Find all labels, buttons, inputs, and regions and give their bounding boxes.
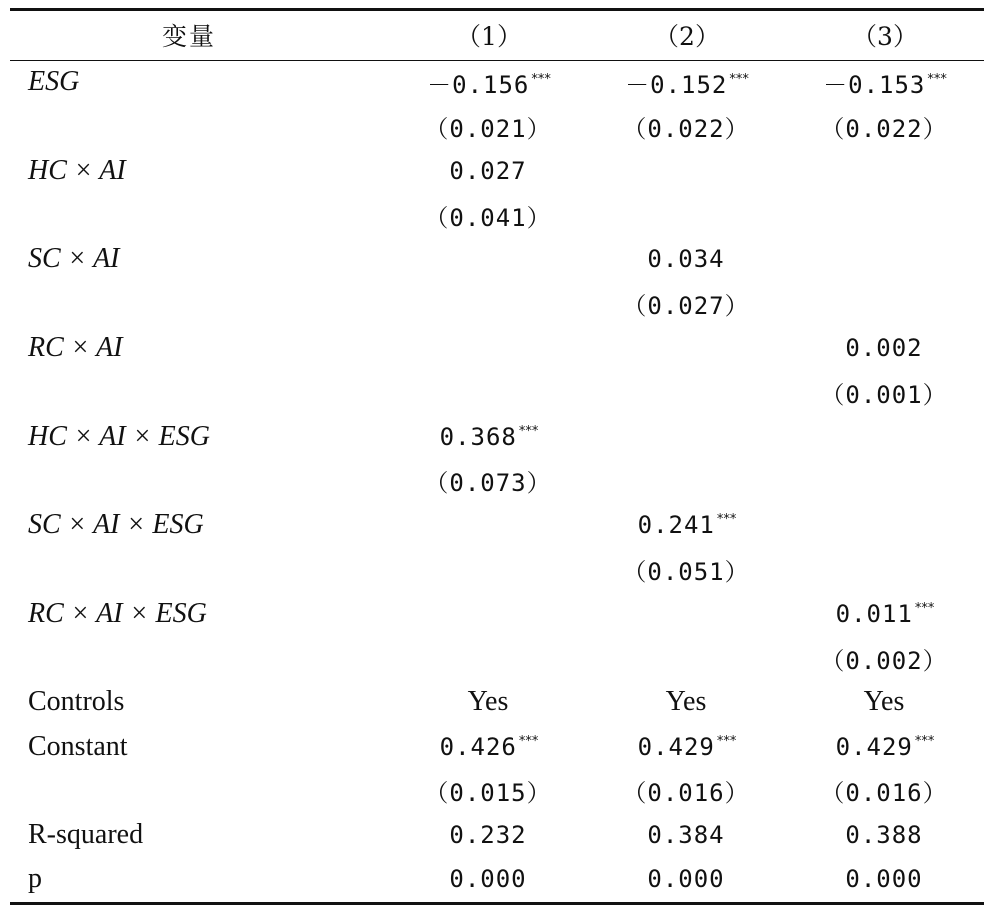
cell-col-1	[390, 857, 588, 901]
cell-value: （0.073）	[424, 469, 552, 498]
cell-col-2	[588, 769, 786, 813]
cell-col-1	[390, 149, 588, 193]
cell-value-wrap	[488, 600, 490, 628]
table-row	[10, 370, 984, 414]
cell-col-3	[786, 813, 984, 857]
row-label: HC × AI	[28, 154, 126, 186]
cell-value-wrap	[820, 773, 949, 808]
row-label	[10, 281, 390, 325]
row-label	[10, 370, 390, 414]
table-row	[10, 636, 984, 680]
results-table	[10, 11, 984, 902]
significance-stars: ***	[716, 512, 737, 528]
cell-value-wrap	[845, 821, 924, 849]
cell-value: 0.000	[845, 865, 923, 894]
cell-value-wrap	[884, 555, 886, 583]
row-label: RC × AI	[28, 331, 123, 363]
cell-value-wrap	[686, 600, 688, 628]
cell-col-1	[390, 459, 588, 503]
cell-value-wrap	[884, 423, 886, 451]
cell-value-wrap	[864, 686, 907, 718]
cell-col-2	[588, 281, 786, 325]
cell-value: （0.041）	[424, 203, 552, 232]
cell-value-wrap	[647, 245, 726, 273]
cell-col-1	[390, 813, 588, 857]
table-row	[10, 857, 984, 901]
cell-col-3	[786, 104, 984, 148]
table-row	[10, 459, 984, 503]
cell-value: 0.000	[449, 865, 527, 894]
cell-value-wrap	[625, 65, 749, 100]
significance-stars: ***	[729, 71, 749, 87]
header-col-1: （1）	[456, 22, 522, 52]
row-label	[10, 547, 390, 591]
cell-value-wrap	[884, 467, 886, 495]
cell-col-1	[390, 414, 588, 458]
cell-col-3	[786, 193, 984, 237]
cell-col-1	[390, 104, 588, 148]
cell-col-2	[588, 414, 786, 458]
cell-col-3	[786, 414, 984, 458]
cell-col-2	[588, 813, 786, 857]
cell-value-wrap	[449, 865, 528, 893]
cell-value-wrap	[845, 334, 924, 362]
table-row	[10, 724, 984, 768]
cell-col-3	[786, 60, 984, 104]
row-label	[10, 636, 390, 680]
cell-value-wrap	[440, 423, 539, 451]
cell-col-1	[390, 326, 588, 370]
cell-value: （0.022）	[622, 114, 750, 143]
cell-col-3	[786, 680, 984, 724]
cell-value-wrap	[836, 733, 935, 761]
cell-value-wrap	[468, 686, 511, 718]
cell-value: 0.027	[449, 156, 527, 185]
cell-col-1	[390, 636, 588, 680]
cell-value: －0.153	[823, 70, 926, 99]
cell-value-wrap	[884, 511, 886, 539]
cell-value-wrap	[638, 511, 737, 539]
cell-value-wrap	[488, 555, 490, 583]
cell-value-wrap	[488, 644, 490, 672]
regression-table	[10, 8, 984, 905]
cell-value: 0.011	[835, 599, 913, 628]
cell-value: 0.429	[835, 732, 913, 761]
cell-col-1	[390, 680, 588, 724]
table-row	[10, 592, 984, 636]
cell-value-wrap	[823, 65, 947, 100]
cell-col-1	[390, 724, 588, 768]
table-row	[10, 414, 984, 458]
cell-col-2	[588, 592, 786, 636]
table-row	[10, 503, 984, 547]
cell-value-wrap	[836, 600, 935, 628]
table-row	[10, 326, 984, 370]
cell-value: 0.368	[439, 422, 517, 451]
cell-value-wrap	[666, 686, 709, 718]
cell-value-wrap	[488, 511, 490, 539]
row-label	[10, 459, 390, 503]
cell-value-wrap	[820, 641, 949, 676]
cell-col-3	[786, 149, 984, 193]
header-variable: 变量	[162, 22, 217, 52]
cell-value-wrap	[440, 733, 539, 761]
table-row	[10, 281, 984, 325]
cell-col-3	[786, 769, 984, 813]
table-row	[10, 813, 984, 857]
cell-col-1	[390, 370, 588, 414]
cell-value-wrap	[686, 334, 688, 362]
cell-value-wrap	[820, 375, 949, 410]
cell-col-3	[786, 237, 984, 281]
cell-col-2	[588, 459, 786, 503]
cell-col-2	[588, 503, 786, 547]
cell-col-3	[786, 636, 984, 680]
cell-value: 0.002	[845, 333, 923, 362]
cell-value: 0.426	[439, 732, 517, 761]
cell-value-wrap	[686, 378, 688, 406]
cell-value: （0.016）	[820, 779, 948, 808]
table-body	[10, 60, 984, 902]
cell-col-2	[588, 237, 786, 281]
cell-value: 0.384	[647, 821, 725, 850]
cell-value-wrap	[622, 773, 751, 808]
table-row	[10, 60, 984, 104]
cell-value: Yes	[467, 686, 509, 718]
row-label: R-squared	[28, 819, 144, 851]
cell-col-1	[390, 281, 588, 325]
cell-value-wrap	[622, 552, 751, 587]
bottom-rule	[10, 902, 984, 905]
table-row	[10, 680, 984, 724]
cell-value: －0.152	[625, 70, 728, 99]
cell-value-wrap	[686, 644, 688, 672]
cell-col-1	[390, 503, 588, 547]
cell-value-wrap	[427, 65, 551, 100]
cell-value: （0.027）	[622, 292, 750, 321]
cell-value: （0.001）	[820, 380, 948, 409]
row-label: p	[28, 863, 42, 895]
cell-value-wrap	[686, 467, 688, 495]
cell-col-2	[588, 60, 786, 104]
significance-stars: ***	[518, 423, 539, 439]
cell-value-wrap	[884, 157, 886, 185]
cell-value-wrap	[622, 286, 751, 321]
cell-value-wrap	[424, 773, 553, 808]
cell-col-1	[390, 193, 588, 237]
row-label: Controls	[28, 686, 125, 718]
cell-value-wrap	[488, 290, 490, 318]
cell-col-1	[390, 592, 588, 636]
header-col-2: （2）	[654, 22, 720, 52]
cell-value-wrap	[622, 109, 751, 144]
cell-value: （0.022）	[820, 114, 948, 143]
cell-col-2	[588, 724, 786, 768]
cell-value: Yes	[863, 686, 905, 718]
cell-col-1	[390, 769, 588, 813]
row-label: SC × AI × ESG	[28, 509, 204, 541]
significance-stars: ***	[914, 733, 935, 749]
header-col-3: （3）	[852, 22, 918, 52]
cell-value: （0.015）	[424, 779, 552, 808]
row-label	[10, 769, 390, 813]
cell-value-wrap	[686, 423, 688, 451]
cell-value: －0.156	[427, 70, 530, 99]
cell-value-wrap	[647, 865, 726, 893]
table-row	[10, 769, 984, 813]
cell-col-3	[786, 724, 984, 768]
cell-col-3	[786, 459, 984, 503]
cell-col-2	[588, 680, 786, 724]
cell-value: （0.021）	[424, 114, 552, 143]
cell-value-wrap	[424, 109, 553, 144]
cell-value-wrap	[424, 198, 553, 233]
cell-col-3	[786, 370, 984, 414]
significance-stars: ***	[531, 71, 551, 87]
table-row	[10, 193, 984, 237]
table-row	[10, 149, 984, 193]
table-row	[10, 547, 984, 591]
significance-stars: ***	[927, 71, 947, 87]
cell-col-3	[786, 592, 984, 636]
cell-col-2	[588, 370, 786, 414]
cell-value-wrap	[884, 201, 886, 229]
cell-value-wrap	[647, 821, 726, 849]
cell-value: （0.016）	[622, 779, 750, 808]
cell-col-2	[588, 149, 786, 193]
row-label: HC × AI × ESG	[28, 420, 210, 452]
cell-value: 0.232	[449, 821, 527, 850]
cell-value-wrap	[820, 109, 949, 144]
cell-value: 0.388	[845, 821, 923, 850]
cell-value-wrap	[449, 157, 528, 185]
cell-col-2	[588, 547, 786, 591]
cell-value: （0.002）	[820, 646, 948, 675]
cell-value: （0.051）	[622, 557, 750, 586]
cell-value-wrap	[884, 245, 886, 273]
row-label	[10, 104, 390, 148]
significance-stars: ***	[716, 733, 737, 749]
cell-value: 0.000	[647, 865, 725, 894]
cell-col-2	[588, 636, 786, 680]
cell-col-3	[786, 857, 984, 901]
cell-value-wrap	[488, 334, 490, 362]
cell-value: 0.034	[647, 245, 725, 274]
cell-col-1	[390, 60, 588, 104]
cell-value-wrap	[686, 201, 688, 229]
row-label: Constant	[28, 730, 128, 762]
cell-value-wrap	[884, 290, 886, 318]
cell-col-3	[786, 503, 984, 547]
significance-stars: ***	[914, 600, 935, 616]
cell-col-2	[588, 326, 786, 370]
cell-value-wrap	[686, 157, 688, 185]
table-row	[10, 237, 984, 281]
table-row	[10, 104, 984, 148]
cell-value: 0.241	[637, 511, 715, 540]
cell-col-3	[786, 326, 984, 370]
row-label	[10, 193, 390, 237]
row-label: ESG	[28, 66, 80, 98]
cell-value-wrap	[488, 378, 490, 406]
cell-value-wrap	[449, 821, 528, 849]
cell-col-2	[588, 104, 786, 148]
cell-col-3	[786, 547, 984, 591]
cell-value: Yes	[665, 686, 707, 718]
row-label: SC × AI	[28, 243, 120, 275]
cell-value-wrap	[424, 463, 553, 498]
cell-col-2	[588, 857, 786, 901]
cell-value-wrap	[488, 245, 490, 273]
cell-value-wrap	[845, 865, 924, 893]
row-label: RC × AI × ESG	[28, 597, 207, 629]
cell-value-wrap	[638, 733, 737, 761]
cell-col-1	[390, 547, 588, 591]
cell-col-2	[588, 193, 786, 237]
significance-stars: ***	[518, 733, 539, 749]
cell-col-3	[786, 281, 984, 325]
cell-value: 0.429	[637, 732, 715, 761]
cell-col-1	[390, 237, 588, 281]
header-row	[10, 11, 984, 60]
